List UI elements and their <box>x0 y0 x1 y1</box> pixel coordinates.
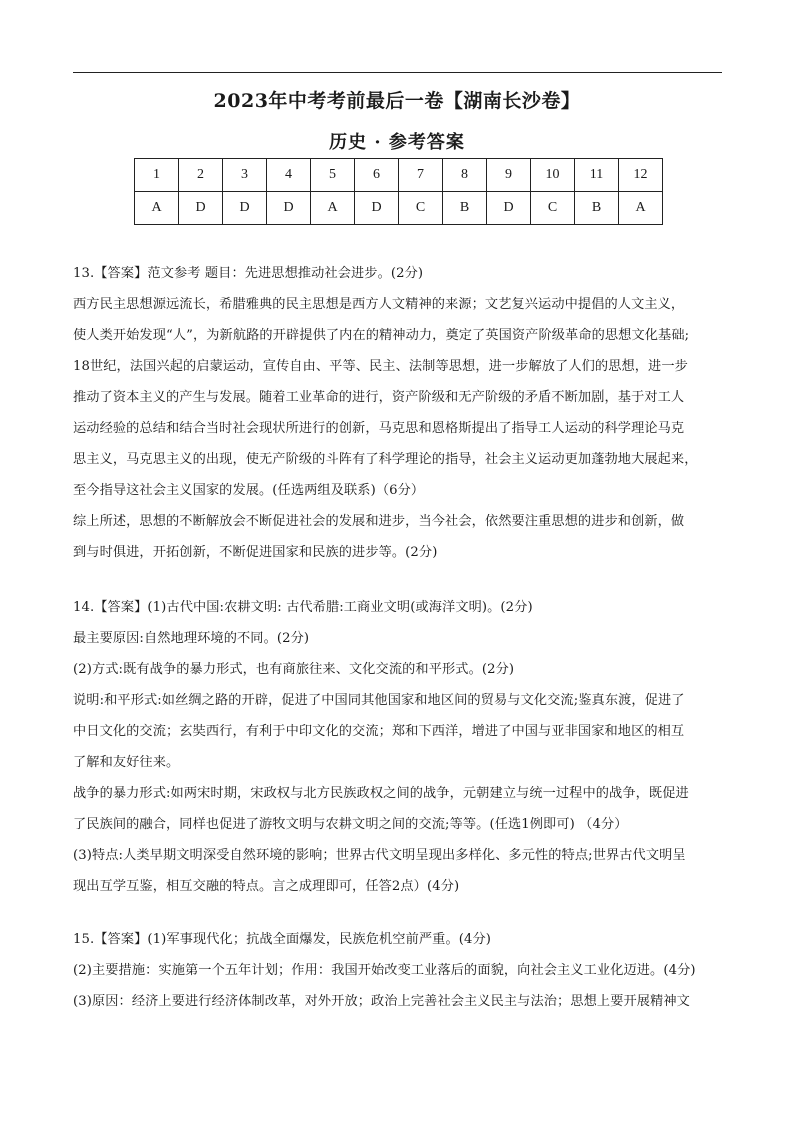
q13-line: 18世纪，法国兴起的启蒙运动，宣传自由、平等、民主、法制等思想，进一步解放了人们的思想，进一步 <box>73 359 688 374</box>
answer-table-number-row <box>135 159 663 192</box>
question-number: 6 <box>355 159 399 192</box>
question-number: 2 <box>179 159 223 192</box>
answer-cell: B <box>443 192 487 225</box>
q14-line: 说明:和平形式:如丝绸之路的开辟，促进了中国同其他国家和地区间的贸易与文化交流;鉴真东渡，促进了 <box>73 693 685 708</box>
answer-cell: C <box>399 192 443 225</box>
question-number: 3 <box>223 159 267 192</box>
answer-cell: C <box>531 192 575 225</box>
answer-body <box>73 258 733 1017</box>
q13-line: 综上所述，思想的不断解放会不断促进社会的发展和进步，当今社会，依然要注重思想的进步和创新，做 <box>73 514 685 529</box>
question-number: 1 <box>135 159 179 192</box>
section-gap <box>73 568 733 592</box>
question-number: 8 <box>443 159 487 192</box>
q14-line: 战争的暴力形式:如两宋时期，宋政权与北方民族政权之间的战争，元朝建立与统一过程中的战争，既促进 <box>73 786 689 801</box>
q13-line: 到与时俱进，开拓创新，不断促进国家和民族的进步等。(2分) <box>73 545 438 560</box>
question-15-section <box>73 924 733 1017</box>
question-14-section <box>73 592 733 902</box>
header-rule <box>73 72 722 73</box>
q15-heading: 15.【答案】(1)军事现代化；抗战全面爆发，民族危机空前严重。(4分) <box>73 932 491 947</box>
answer-cell: D <box>179 192 223 225</box>
question-number: 9 <box>487 159 531 192</box>
q14-line: 了解和友好往来。 <box>73 755 180 770</box>
q14-line: 现出互学互鉴，相互交融的特点。言之成理即可，任答2点）(4分) <box>73 879 460 894</box>
q13-line: 运动经验的总结和结合当时社会现状所进行的创新，马克思和恩格斯提出了指导工人运动的科学理论马克 <box>73 421 685 436</box>
question-number: 12 <box>619 159 663 192</box>
q14-line: (2)方式:既有战争的暴力形式，也有商旅往来、文化交流的和平形式。(2分) <box>73 662 515 677</box>
q13-line: 使人类开始发现“人”，为新航路的开辟提供了内在的精神动力，奠定了英国资产阶级革命的思想文化基础; <box>73 328 690 343</box>
answer-cell: A <box>135 192 179 225</box>
q14-line: (3)特点:人类早期文明深受自然环境的影响；世界古代文明呈现出多样化、多元性的特点;世界古代文明呈 <box>73 848 686 863</box>
q14-line: 了民族间的融合，同样也促进了游牧文明与农耕文明之间的交流;等等。(任选1例即可) （4分） <box>73 817 628 832</box>
answer-table <box>134 158 663 225</box>
q13-heading: 13.【答案】范文参考 题目：先进思想推动社会进步。(2分) <box>73 266 424 281</box>
section-gap <box>73 902 733 924</box>
q14-line: 中日文化的交流；玄奘西行，有利于中印文化的交流；郑和下西洋，增进了中国与亚非国家和地区的相互 <box>73 724 685 739</box>
q13-line: 西方民主思想源远流长，希腊雅典的民主思想是西方人文精神的来源；文艺复兴运动中提倡的人文主义， <box>73 297 685 312</box>
question-number: 7 <box>399 159 443 192</box>
answer-cell: A <box>619 192 663 225</box>
q15-line: (3)原因：经济上要进行经济体制改革，对外开放；政治上完善社会主义民主与法治；思想上要开展精神文 <box>73 994 690 1009</box>
answer-cell: A <box>311 192 355 225</box>
answer-cell: D <box>223 192 267 225</box>
answer-cell: B <box>575 192 619 225</box>
question-13-section <box>73 258 733 568</box>
question-number: 11 <box>575 159 619 192</box>
q14-heading: 14.【答案】(1)古代中国:农耕文明: 古代希腊:工商业文明(或海洋文明)。(2分) <box>73 600 533 615</box>
question-number: 4 <box>267 159 311 192</box>
page-subtitle: 历史 · 参考答案 <box>329 132 465 153</box>
answer-cell: D <box>267 192 311 225</box>
q13-line: 推动了资本主义的产生与发展。随着工业革命的进行，资产阶级和无产阶级的矛盾不断加剧，基于对工人 <box>73 390 685 405</box>
answer-cell: D <box>487 192 531 225</box>
q13-line: 至今指导这社会主义国家的发展。(任选两组及联系)（6分） <box>73 483 425 498</box>
page-title: 2023年中考考前最后一卷【湖南长沙卷】 <box>213 90 581 112</box>
question-number: 5 <box>311 159 355 192</box>
q15-line: (2)主要措施：实施第一个五年计划；作用：我国开始改变工业落后的面貌，向社会主义工业化迈进。(4分) <box>73 963 696 978</box>
answer-cell: D <box>355 192 399 225</box>
answer-table-answer-row <box>135 192 663 225</box>
q14-line: 最主要原因:自然地理环境的不同。(2分) <box>73 631 310 646</box>
question-number: 10 <box>531 159 575 192</box>
q13-line: 思主义，马克思主义的出现，使无产阶级的斗阵有了科学理论的指导，社会主义运动更加蓬勃地大展起来， <box>73 452 698 467</box>
